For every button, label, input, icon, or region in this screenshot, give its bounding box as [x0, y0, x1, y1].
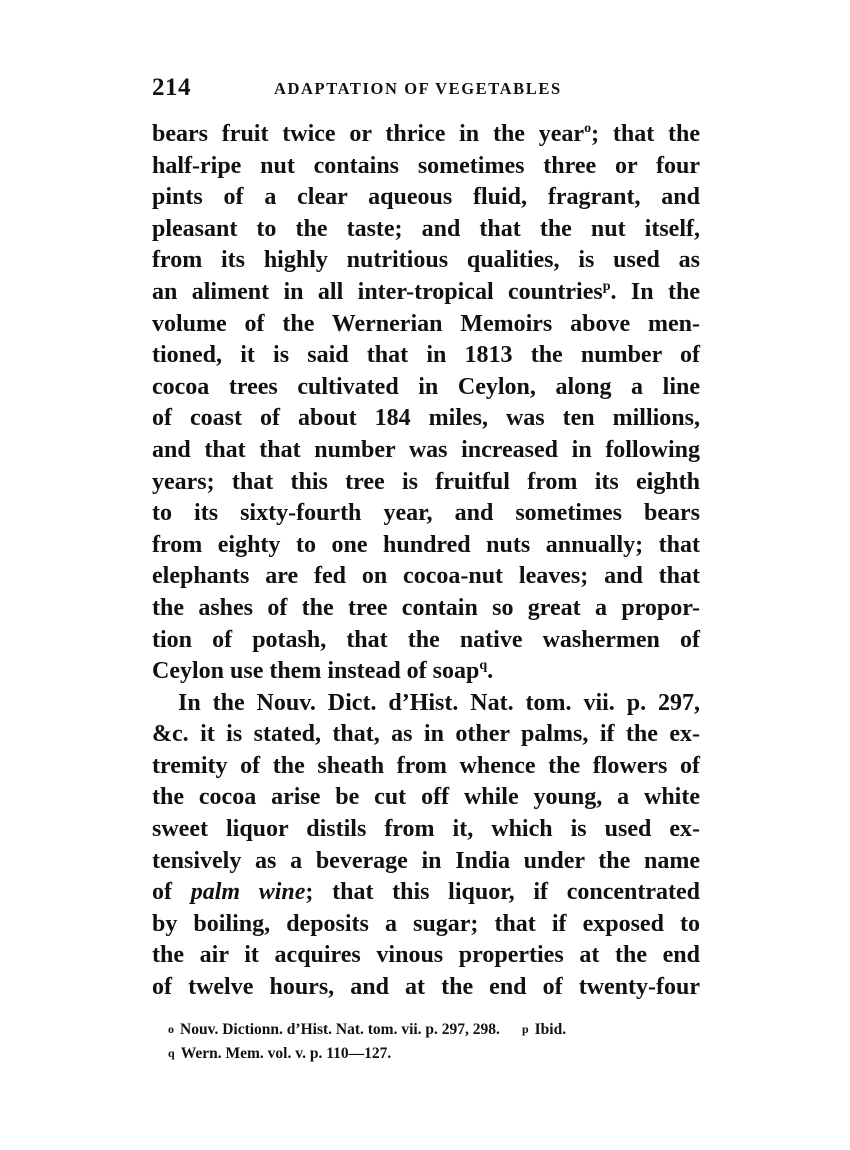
- text-line: volume of the Wernerian Memoirs above men-: [152, 310, 700, 337]
- footnote-line: [168, 1041, 708, 1065]
- text-line: bears fruit twice or thrice in the year$^o$; that the: [152, 121, 701, 147]
- text-line: the cocoa arise be cut off while young, a white: [152, 784, 700, 811]
- text-line: the ashes of the tree contain so great a propor-: [152, 594, 700, 621]
- footnote-q: Wern. Mem. vol. v. p. 110—127.: [180, 1045, 392, 1062]
- footnote-ref-p: p: [602, 278, 611, 294]
- text-line: from eighty to one hundred nuts annually; that: [152, 531, 700, 558]
- text-line: an aliment in all inter-tropical countries$^p$. In the: [152, 278, 700, 305]
- text-line: the air it acquires vinous properties at the end: [152, 942, 700, 969]
- text-line: tensively as a beverage in India under the name: [152, 847, 700, 874]
- footnote-mark-q: q: [168, 1046, 175, 1060]
- footnote-ref-o: o: [584, 121, 592, 136]
- running-head: ADAPTATION OF VEGETABLES: [274, 79, 562, 98]
- text-line: half-ripe nut contains sometimes three or four: [152, 152, 700, 179]
- page-header: [152, 74, 712, 104]
- text-line: Ceylon use them instead of soap$^q$.: [152, 658, 494, 685]
- text-line: years; that this tree is fruitful from its eighth: [152, 468, 700, 495]
- text-line: tioned, it is said that in 1813 the number of: [152, 342, 700, 369]
- footnote-o: Nouv. Dictionn. d’Hist. Nat. tom. vii. p. 297, 298.: [180, 1021, 500, 1038]
- footnotes: [168, 1017, 708, 1065]
- text-line: &c. it is stated, that, as in other palms, if the ex-: [152, 721, 700, 748]
- text-line: pints of a clear aqueous fluid, fragrant, and: [152, 184, 700, 211]
- text-line: to its sixty-fourth year, and sometimes bears: [152, 500, 700, 527]
- text-line: cocoa trees cultivated in Ceylon, along a line: [152, 373, 700, 400]
- text-line: tremity of the sheath from whence the flowers of: [152, 752, 700, 779]
- text-line: pleasant to the taste; and that the nut itself,: [152, 215, 700, 242]
- footnote-line: [168, 1017, 708, 1041]
- text-line: tion of potash, that the native washermen of: [152, 626, 700, 653]
- text-line: by boiling, deposits a sugar; that if exposed to: [152, 910, 700, 937]
- text-line: of palm wine; that this liquor, if concentrated: [152, 879, 701, 906]
- footnote-mark-p: p: [521, 1022, 529, 1036]
- page-number: 214: [152, 74, 191, 101]
- text-line: of coast of about 184 miles, was ten millions,: [152, 405, 700, 432]
- text-line: In the Nouv. Dict. d’Hist. Nat. tom. vii. p. 297,: [178, 689, 700, 716]
- italic-term: palm wine: [190, 879, 306, 906]
- text-line: and that that number was increased in following: [152, 436, 700, 463]
- text-line: from its highly nutritious qualities, is used as: [152, 247, 700, 274]
- text-line: sweet liquor distils from it, which is used ex-: [152, 816, 700, 843]
- footnote-p: Ibid.: [534, 1021, 567, 1038]
- footnote-ref-q: q: [479, 658, 488, 674]
- text-line: elephants are fed on cocoa-nut leaves; and that: [152, 563, 700, 590]
- body-text: [152, 119, 700, 1004]
- text-line: of twelve hours, and at the end of twenty-four: [152, 974, 700, 1001]
- footnote-mark-o: o: [168, 1022, 174, 1036]
